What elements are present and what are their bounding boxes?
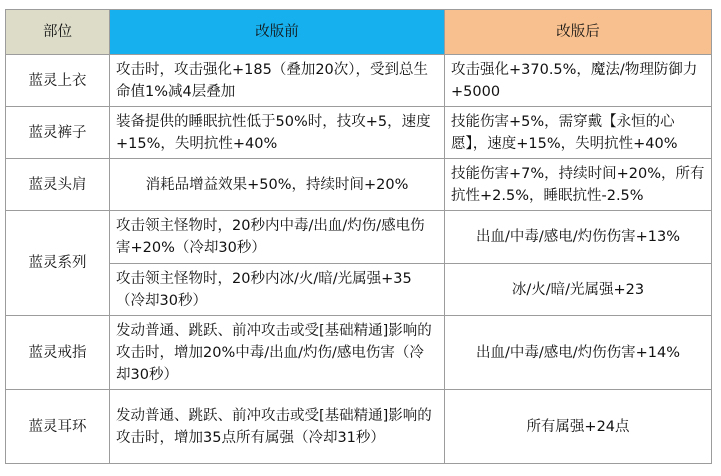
row-name: 蓝灵耳环: [6, 390, 110, 464]
table-row: [6, 211, 712, 264]
before-cell: 发动普通、跳跃、前冲攻击或受[基础精通]影响的攻击时，增加20%中毒/出血/灼伤/感电伤害（冷却30秒）: [110, 316, 445, 390]
header-after: 改版后: [445, 10, 712, 55]
row-name: 蓝灵头肩: [6, 159, 110, 211]
before-cell: 发动普通、跳跃、前冲攻击或受[基础精通]影响的攻击时，增加35点所有属强（冷却31秒）: [110, 390, 445, 464]
header-before: 改版前: [110, 10, 445, 55]
table-row: [6, 107, 712, 159]
after-cell: 攻击强化+370.5%，魔法/物理防御力+5000: [445, 55, 712, 107]
row-name: 蓝灵戒指: [6, 316, 110, 390]
row-name: 蓝灵上衣: [6, 55, 110, 107]
after-cell: 所有属强+24点: [445, 390, 712, 464]
after-cell: 出血/中毒/感电/灼伤伤害+14%: [445, 316, 712, 390]
table-row: [6, 316, 712, 390]
before-cell: 攻击领主怪物时，20秒内冰/火/暗/光属强+35（冷却30秒）: [110, 264, 445, 316]
before-cell: 攻击领主怪物时，20秒内中毒/出血/灼伤/感电伤害+20%（冷却30秒）: [110, 211, 445, 264]
row-name: 蓝灵裤子: [6, 107, 110, 159]
row-name: 蓝灵系列: [6, 211, 110, 316]
after-cell: 出血/中毒/感电/灼伤伤害+13%: [445, 211, 712, 264]
before-cell: 攻击时，攻击强化+185（叠加20次），受到总生命值1%减4层叠加: [110, 55, 445, 107]
comparison-table: [5, 9, 712, 464]
header-part: 部位: [6, 10, 110, 55]
after-cell: 技能伤害+5%，需穿戴【永恒的心愿】，速度+15%，失明抗性+40%: [445, 107, 712, 159]
table-row: [6, 159, 712, 211]
table-row: [6, 264, 712, 316]
after-cell: 技能伤害+7%，持续时间+20%，所有抗性+2.5%，睡眠抗性-2.5%: [445, 159, 712, 211]
comparison-table-wrapper: [5, 9, 711, 464]
table-row: [6, 55, 712, 107]
table-row: [6, 390, 712, 464]
before-cell: 装备提供的睡眠抗性低于50%时，技攻+5，速度+15%，失明抗性+40%: [110, 107, 445, 159]
after-cell: 冰/火/暗/光属强+23: [445, 264, 712, 316]
before-cell: 消耗品增益效果+50%，持续时间+20%: [110, 159, 445, 211]
header-row: [6, 10, 712, 55]
